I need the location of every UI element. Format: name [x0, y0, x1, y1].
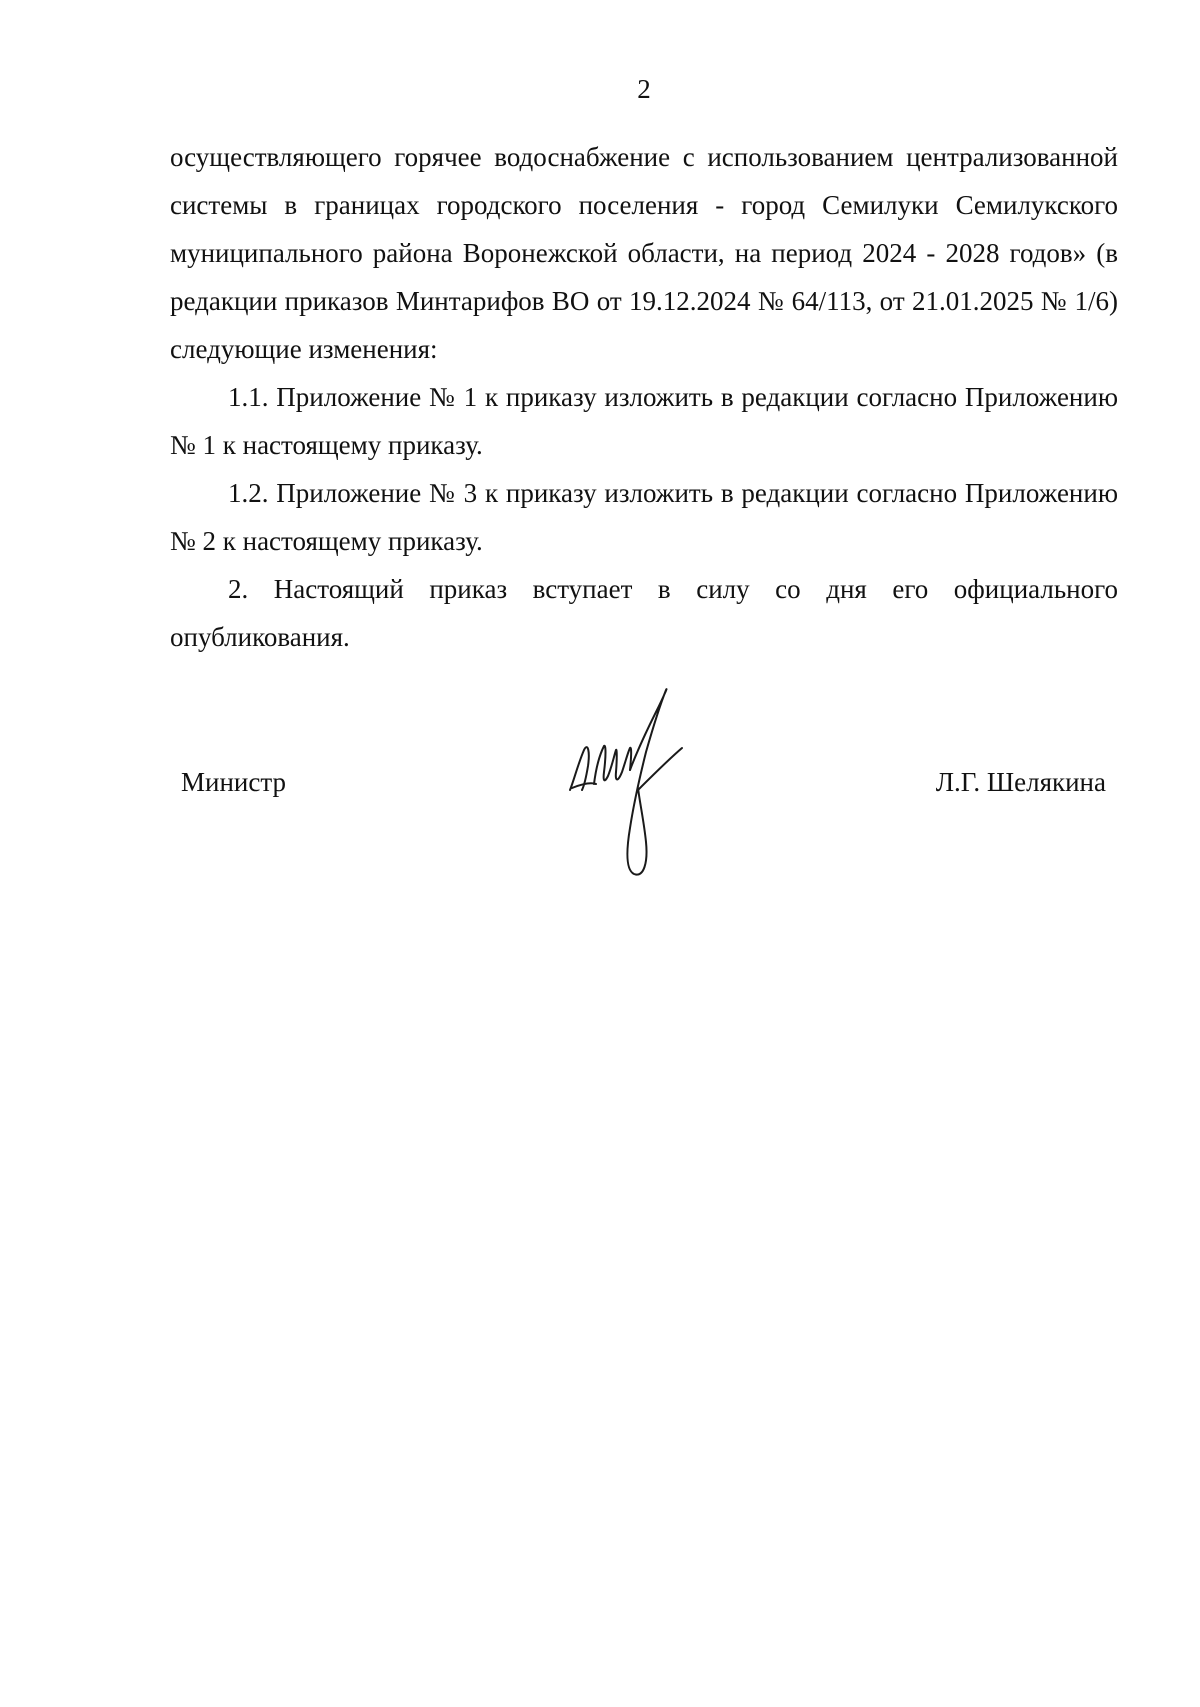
paragraph-continuation: осуществляющего горячее водоснабжение с использованием централизованной системы в границах городского поселения - город Семилуки Семилукского муниципального района Воронежской области, на период 2024 - 2028 годов» (в редакции приказов Минтарифов ВО от 19.12.2024 № 64/113, от 21.01.2025 № 1/6) следующие изменения:: [170, 142, 1118, 364]
signatory-position: Министр: [181, 767, 286, 797]
handwritten-signature-icon: [560, 672, 720, 892]
page-number: 2: [637, 74, 651, 104]
paragraph-item-1-1: 1.1. Приложение № 1 к приказу изложить в редакции согласно Приложению № 1 к настоящему приказу.: [170, 382, 1118, 460]
paragraph-item-2: 2. Настоящий приказ вступает в силу со дня его официального опубликования.: [170, 574, 1118, 652]
signatory-name: Л.Г. Шелякина: [935, 767, 1106, 797]
paragraph-item-1-2: 1.2. Приложение № 3 к приказу изложить в редакции согласно Приложению № 2 к настоящему приказу.: [170, 478, 1118, 556]
document-body: [170, 133, 1118, 661]
